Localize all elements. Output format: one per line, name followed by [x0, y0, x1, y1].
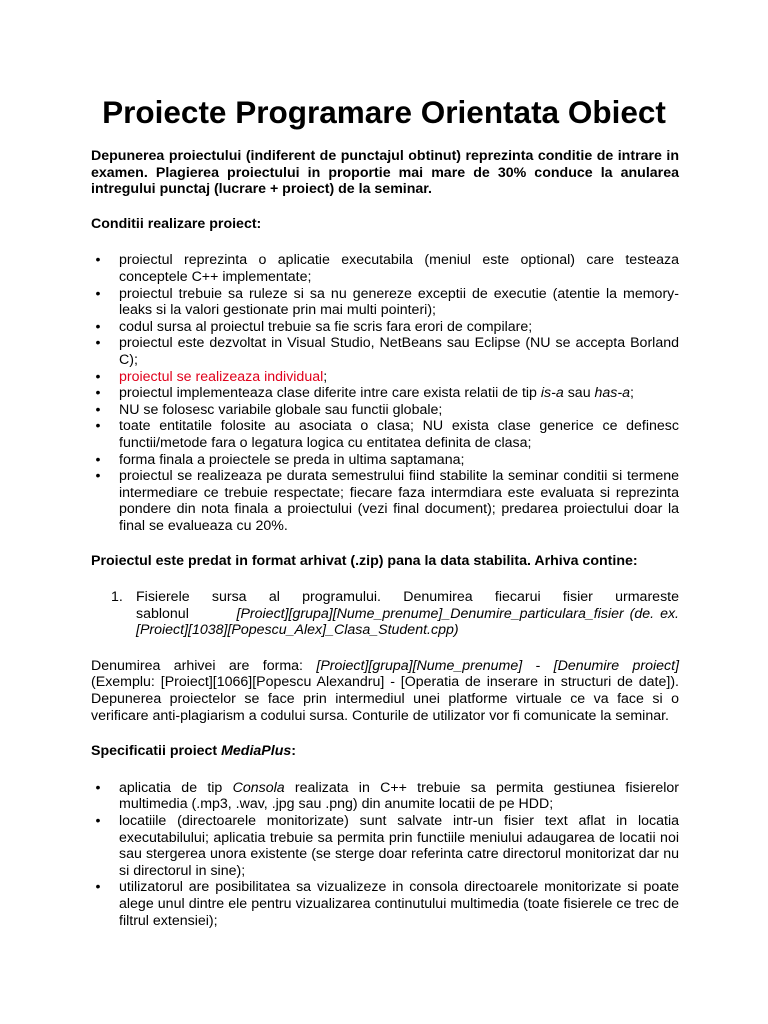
bullet-icon: • [95, 813, 101, 829]
archive-contents-list [91, 589, 679, 639]
conditions-heading: Conditii realizare proiect: [91, 215, 262, 232]
list-number: 1. [111, 589, 123, 606]
list-item [91, 589, 679, 639]
list-line: Fisierele sursa al programului. Denumirea fiecarui fisier urmareste [136, 589, 679, 606]
bullet-icon: • [95, 368, 101, 385]
list-item: • proiectul implementeaza clase diferite intre care exista relatii de tip is-a sau has-a; [91, 385, 679, 402]
list-line: [Proiect][1038][Popescu_Alex]_Clasa_Student.cpp) [136, 622, 459, 639]
list-item: • aplicatia de tip Consola realizata in C++ trebuie sa permita gestiunea fisierelor multimedia (.mp3, .wav, .jpg sau .png) din anumite locatii de pe HDD; [91, 780, 679, 813]
bullet-icon: • [95, 335, 101, 352]
conditions-list [91, 252, 679, 534]
bullet-icon: • [95, 285, 101, 302]
bullet-icon: • [95, 779, 101, 796]
list-item: • codul sursa al proiectul trebuie sa fie scris fara erori de compilare; [91, 319, 679, 336]
archive-heading: Proiectul este predat in format arhivat (.zip) pana la data stabilita. Arhiva contine: [91, 553, 638, 570]
specs-list [91, 780, 679, 929]
list-item: • proiectul se realizeaza pe durata semestrului fiind stabilite la seminar conditii si termene intermediare ce trebuie respectate; fiecare faza intermdiara este evaluata si reprezinta pondere din nota finala a proiectului (vezi final document); predarea proiectului doar la final se evalueaza cu 20%. [91, 468, 679, 534]
bullet-icon: • [95, 252, 101, 269]
bullet-icon: • [95, 879, 101, 896]
list-item: • proiectul se realizeaza individual; [91, 369, 679, 386]
intro-paragraph: Depunerea proiectului (indiferent de punctajul obtinut) reprezinta conditie de intrare in examen. Plagierea proiectului in proportie mai mare de 30% conduce la anularea intregului punctaj (lucrare + proiect) de la seminar. [91, 148, 679, 198]
bullet-icon: • [95, 468, 101, 485]
document-body [91, 148, 679, 929]
list-item: • proiectul reprezinta o aplicatie executabila (meniul este optional) care testeaza conceptele C++ implementate; [91, 252, 679, 285]
bullet-icon: • [95, 318, 101, 335]
bullet-icon: • [95, 385, 101, 402]
list-item: • locatiile (directoarele monitorizate) sunt salvate intr-un fisier text aflat in locatia executabilului; aplicatia trebuie sa permita prin functiile meniului adaugarea de locatii noi sau stergerea unora existente (se sterge doar referinta catre directorul monitorizat dar nu si directorul in sine); [91, 813, 679, 879]
bullet-icon: • [95, 451, 101, 468]
list-line: sablonul [Proiect][grupa][Nume_prenume]_Denumire_particulara_fisier (de. ex. [136, 605, 679, 622]
list-item: • utilizatorul are posibilitatea sa vizualizeze in consola directoarele monitorizate si poate alege unul dintre ele pentru vizualizarea continutului multimedia (toate fisierele ce trec de filtrul extensiei); [91, 879, 679, 929]
list-item: • proiectul trebuie sa ruleze si sa nu genereze exceptii de executie (atentie la memory-leaks si la valori gestionate prin mai multi pointeri); [91, 286, 679, 319]
archive-name-paragraph: Denumirea arhivei are forma: [Proiect][grupa][Nume_prenume] - [Denumire proiect] (Exemplu: [Proiect][1066][Popescu Alexandru] - [Operatia de inserare in structuri de date]). Depunerea proiectelor se face prin intermediul unei platforme virtuale ce va face si o verificare anti-plagiarism a codului sursa. Conturile de utilizator vor fi comunicate la seminar. [91, 657, 680, 724]
list-item: • forma finala a proiectele se preda in ultima saptamana; [91, 452, 679, 469]
highlight-text: proiectul se realizeaza individual [119, 368, 324, 385]
document-title: Proiecte Programare Orientata Obiect [102, 94, 666, 130]
bullet-icon: • [95, 418, 101, 435]
specs-heading: Specificatii proiect MediaPlus: [91, 743, 296, 760]
list-item: • NU se folosesc variabile globale sau functii globale; [91, 402, 679, 419]
bullet-icon: • [95, 401, 101, 418]
list-item: • toate entitatile folosite au asociata o clasa; NU exista clase generice ce definesc functii/metode fara o legatura logica cu entitatea definita de clasa; [91, 418, 679, 451]
list-item: • proiectul este dezvoltat in Visual Studio, NetBeans sau Eclipse (NU se accepta Borland C); [91, 335, 679, 368]
